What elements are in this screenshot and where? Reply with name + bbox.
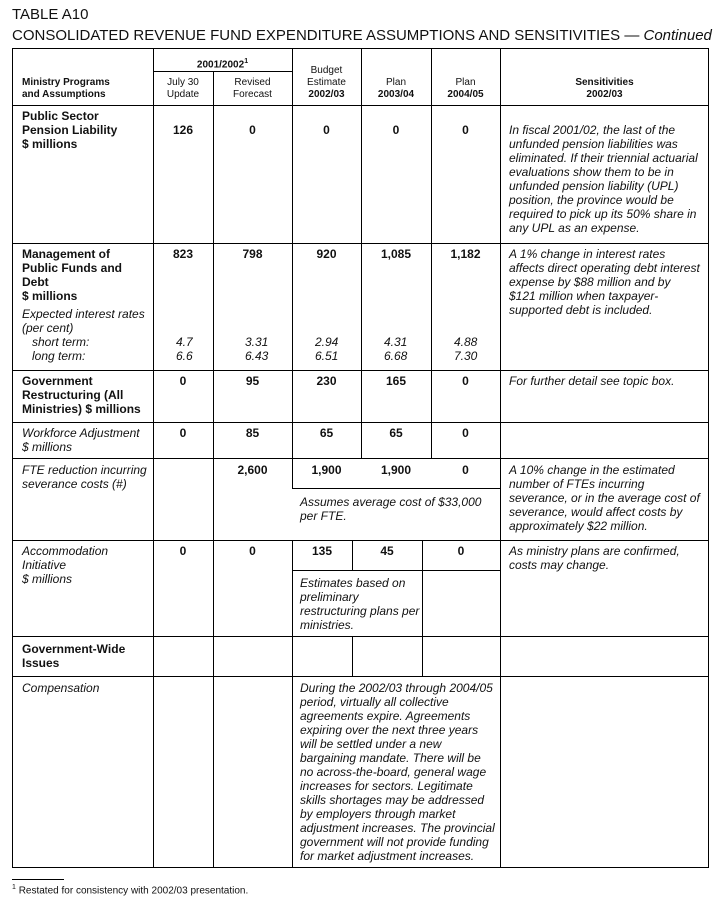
header-revised-forecast: Revised Forecast xyxy=(233,77,272,100)
header-budget-estimate: Budget Estimate 2002/03 xyxy=(307,65,346,100)
cell-value: 126 xyxy=(172,123,194,137)
row-divider xyxy=(12,243,709,244)
cell-value: 0 xyxy=(462,123,469,137)
cell-value: 85 xyxy=(245,426,260,440)
col-divider xyxy=(292,540,293,868)
row-sublabel-interest-rates: Expected interest rates (per cent) short term: long term: xyxy=(22,307,145,363)
cell-value: 1,900 xyxy=(380,463,412,477)
row-label-debt: Management of Public Funds and Debt $ millions xyxy=(22,247,123,303)
cell-value: 1,085 xyxy=(380,247,412,261)
cell-value: 0 xyxy=(179,544,187,558)
header-ministry-programs: Ministry Programs and Assumptions xyxy=(22,77,110,100)
col-divider xyxy=(422,540,423,676)
row-divider xyxy=(292,488,500,489)
row-divider xyxy=(12,105,709,106)
cell-rate: 4.31 6.68 xyxy=(384,335,408,363)
row-label-workforce: Workforce Adjustment $ millions xyxy=(22,426,140,454)
sensitivity-note-pension: In fiscal 2001/02, the last of the unfunded pension liabilities was eliminated. If their triennial actuarial evaluations show them to be in unfunded pension liability (UPL) position, the province would be required to pick up its 50% share in any UPL as an expense. xyxy=(509,123,698,235)
cell-value: 0 xyxy=(462,374,469,388)
row-label-compensation: Compensation xyxy=(22,681,100,695)
row-divider xyxy=(292,570,500,571)
header-group-2001-2002: 2001/2002$^1$ xyxy=(196,58,249,71)
cell-value: 230 xyxy=(316,374,337,388)
row-divider xyxy=(12,458,709,459)
cell-value: 0 xyxy=(179,426,187,440)
cell-value: 135 xyxy=(311,544,333,558)
fte-assumption: Assumes average cost of $33,000 per FTE. xyxy=(300,495,482,523)
cell-value: 65 xyxy=(389,426,403,440)
table-title: CONSOLIDATED REVENUE FUND EXPENDITURE ASSUMPTIONS AND SENSITIVITIES — Continued xyxy=(12,27,712,44)
cell-value: 45 xyxy=(380,544,394,558)
row-label-government-wide: Government-Wide Issues xyxy=(22,642,126,670)
row-label-accommodation: Accommodation Initiative $ millions xyxy=(22,544,109,586)
cell-value: 65 xyxy=(319,426,334,440)
sensitivity-note-fte: A 10% change in the estimated number of FTEs incurring severance, or in the average cost of severance, would affect costs by approximately $22 million. xyxy=(509,463,700,533)
row-divider xyxy=(12,540,709,541)
col-divider xyxy=(213,105,214,868)
cell-value: 0 xyxy=(249,544,256,558)
cell-value: 2,600 xyxy=(237,463,268,477)
cell-rate: 4.7 6.6 xyxy=(176,335,193,363)
cell-value: 0 xyxy=(462,463,469,477)
cell-value: 798 xyxy=(242,247,263,261)
cell-value: 1,900 xyxy=(311,463,342,477)
footnote-rule xyxy=(12,879,64,880)
cell-value: 920 xyxy=(316,247,337,261)
table-number: TABLE A10 xyxy=(12,6,89,23)
row-divider xyxy=(12,422,709,423)
cell-rate: 2.94 6.51 xyxy=(315,335,339,363)
cell-value: 0 xyxy=(179,374,187,388)
sensitivity-note-accommodation: As ministry plans are confirmed, costs may change. xyxy=(509,544,680,572)
cell-value: 165 xyxy=(385,374,407,388)
cell-value: 0 xyxy=(462,426,469,440)
row-divider xyxy=(12,636,709,637)
sensitivity-note-restructuring: For further detail see topic box. xyxy=(509,374,675,388)
row-label-fte: FTE reduction incurring severance costs (#) xyxy=(22,463,147,491)
header-july-update: July 30 Update xyxy=(166,77,200,100)
cell-rate: 4.88 7.30 xyxy=(454,335,478,363)
cell-value: 1,182 xyxy=(450,247,481,261)
cell-value: 0 xyxy=(392,123,400,137)
compensation-text: During the 2002/03 through 2004/05 period, virtually all collective agreements expire. Agreements expiring over the next three years will be settled under a new bargaining mandate. There will be no across-the-board, general wage increases for sectors. Legitimate skills shortages may be addressed by employers through market adjustment increases. The provincial government will not provide funding for market adjustment increases. xyxy=(300,681,495,863)
row-divider xyxy=(12,370,709,371)
col-divider xyxy=(352,636,353,676)
cell-rate: 3.31 6.43 xyxy=(245,335,269,363)
cell-value: 823 xyxy=(172,247,194,261)
cell-value: 0 xyxy=(323,123,330,137)
sensitivity-note-debt: A 1% change in interest rates affects direct operating debt interest expense by $88 million and by $121 million when taxpayer- supported debt is included. xyxy=(509,247,700,317)
cell-value: 0 xyxy=(457,544,465,558)
header-plan-2004: Plan 2004/05 xyxy=(447,77,484,100)
row-label-restructuring: Government Restructuring (All Ministries) $ millions xyxy=(22,374,141,416)
cell-value: 0 xyxy=(249,123,256,137)
header-plan-2003: Plan 2003/04 xyxy=(377,77,415,100)
row-label-pension: Public Sector Pension Liability $ millions xyxy=(22,109,118,151)
footnote: $^1$ Restated for consistency with 2002/03 presentation. xyxy=(12,884,249,897)
header-sensitivities: Sensitivities 2002/03 xyxy=(575,77,634,100)
row-divider xyxy=(12,676,709,677)
accommodation-estimates: Estimates based on preliminary restructuring plans per ministries. xyxy=(300,576,420,632)
cell-value: 95 xyxy=(245,374,260,388)
